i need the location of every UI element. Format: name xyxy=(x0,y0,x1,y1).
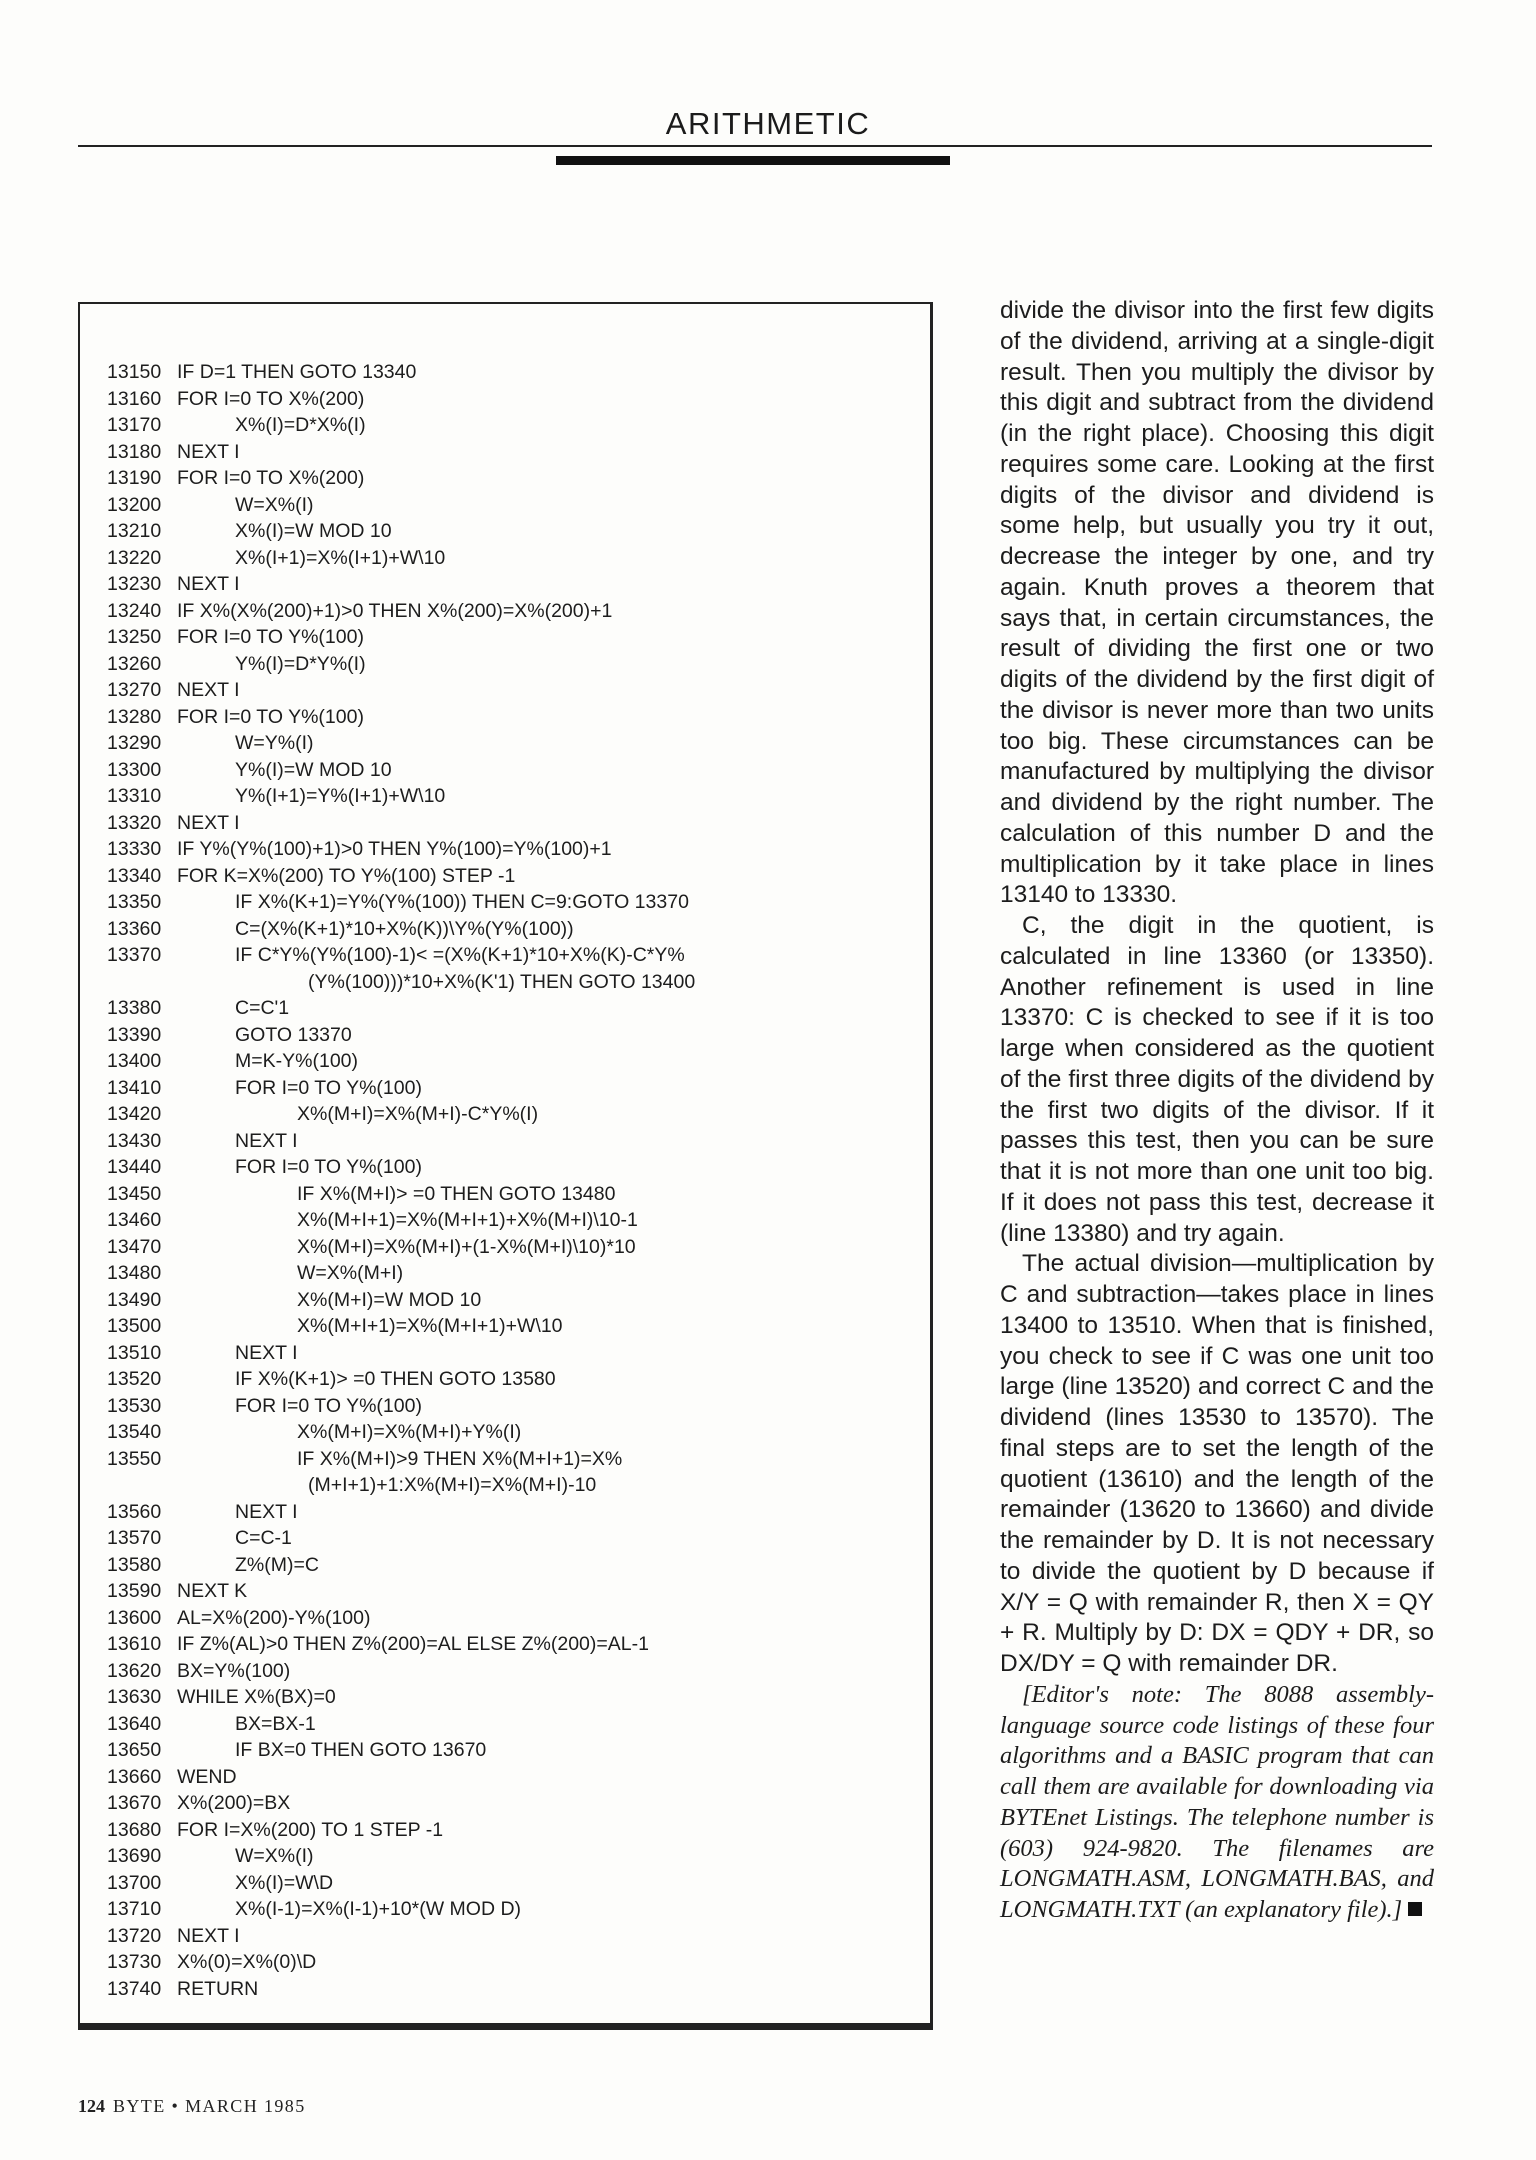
code-statement: NEXT I xyxy=(235,1129,298,1152)
code-line xyxy=(107,1817,922,1844)
code-line xyxy=(107,1870,922,1897)
line-number: 13240 xyxy=(107,599,162,622)
code-line xyxy=(107,1949,922,1976)
line-number: 13690 xyxy=(107,1845,162,1867)
code-statement: Y%(I+1)=Y%(I+1)+W\10 xyxy=(235,785,446,807)
code-statement: GOTO 13370 xyxy=(235,1023,352,1046)
code-line xyxy=(107,545,922,572)
code-line xyxy=(107,1048,922,1075)
article-column xyxy=(1000,296,1434,1926)
header-rule xyxy=(78,145,1432,147)
code-line xyxy=(107,1578,922,1605)
line-number: 13300 xyxy=(107,758,162,781)
code-line xyxy=(107,1711,922,1738)
line-number: 13740 xyxy=(107,1977,162,2000)
line-number: 13580 xyxy=(107,1553,162,1576)
code-statement: RETURN xyxy=(177,1977,259,2000)
code-line xyxy=(107,624,922,651)
code-statement: NEXT I xyxy=(177,811,240,834)
code-listing xyxy=(107,359,922,2002)
code-line xyxy=(107,1022,922,1049)
code-line xyxy=(107,1525,922,1552)
code-statement: WEND xyxy=(177,1765,237,1788)
line-number: 13450 xyxy=(107,1182,162,1205)
code-statement: IF Y%(Y%(100)+1)>0 THEN Y%(100)=Y%(100)+1 xyxy=(177,838,612,860)
code-statement: X%(M+I)=X%(M+I)-C*Y%(I) xyxy=(297,1103,539,1125)
code-statement: X%(I-1)=X%(I-1)+10*(W MOD D) xyxy=(235,1898,522,1920)
article-paragraph-2: C, the digit in the quotient, is calculated in line 13360 (or 13350). Another refinement is used in line 13370: C is checked to see if it is too large when considered as the quotient of the first three digits of the dividend by the first two digits of the divisor. If it passes this test, then you can be sure that it is not more than one unit too big. If it does not pass this test, decrease it (line 13380) and try again. xyxy=(1000,912,1434,1247)
code-line xyxy=(107,1923,922,1950)
line-number: 13250 xyxy=(107,626,162,648)
code-statement: AL=X%(200)-Y%(100) xyxy=(177,1606,371,1629)
code-line xyxy=(107,1340,922,1367)
code-line xyxy=(107,571,922,598)
code-line xyxy=(107,1499,922,1526)
line-number: 13480 xyxy=(107,1262,162,1284)
code-statement: IF BX=0 THEN GOTO 13670 xyxy=(235,1739,487,1761)
article-paragraph-1: divide the divisor into the first few digits of the dividend, arriving at a single-digit result. Then you multiply the divisor by this digit and subtract from the dividend (in the right place). Choosing this digit requires some care. Looking at the first digits of the divisor and dividend is some help, but usually you try it out, decrease the integer by one, and try again. Knuth proves a theorem that says that, in certain circumstances, the result of dividing the first one or two digits of the dividend by the first digit of the divisor is never more than two units too big. These circumstances can be manufactured by multiplying the divisor and dividend by the right number. The calculation of this number D and the multiplication by it take place in lines 13140 to 13330. xyxy=(1000,297,1434,909)
code-statement: X%(M+I)=X%(M+I)+(1-X%(M+I)\10)*10 xyxy=(297,1235,636,1258)
code-line xyxy=(107,465,922,492)
code-statement: NEXT I xyxy=(235,1500,298,1523)
header-accent-bar xyxy=(556,156,950,165)
code-line xyxy=(107,810,922,837)
line-number xyxy=(107,1472,171,1499)
line-number: 13550 xyxy=(107,1447,162,1470)
code-statement: X%(0)=X%(0)\D xyxy=(177,1951,317,1973)
code-line xyxy=(107,1128,922,1155)
code-line xyxy=(107,412,922,439)
code-line xyxy=(107,889,922,916)
code-line xyxy=(107,1446,922,1473)
code-line xyxy=(107,995,922,1022)
code-statement: FOR I=0 TO Y%(100) xyxy=(177,626,364,648)
code-statement: NEXT I xyxy=(235,1341,298,1364)
line-number: 13320 xyxy=(107,811,162,834)
code-statement: FOR I=0 TO Y%(100) xyxy=(235,1076,422,1099)
code-line xyxy=(107,1075,922,1102)
code-statement: NEXT I xyxy=(177,1924,240,1947)
code-statement: C=C-1 xyxy=(235,1527,292,1549)
line-number: 13260 xyxy=(107,652,162,675)
code-line xyxy=(107,1764,922,1791)
code-statement: X%(I+1)=X%(I+1)+W\10 xyxy=(235,546,446,569)
line-number: 13190 xyxy=(107,467,162,489)
code-line xyxy=(107,1605,922,1632)
line-number: 13360 xyxy=(107,917,162,940)
code-statement: X%(M+I)=W MOD 10 xyxy=(297,1288,482,1311)
code-statement: FOR I=0 TO X%(200) xyxy=(177,387,365,410)
code-line xyxy=(107,969,922,996)
code-line xyxy=(107,1896,922,1923)
code-line xyxy=(107,492,922,519)
line-number: 13430 xyxy=(107,1129,162,1152)
code-statement: IF Z%(AL)>0 THEN Z%(200)=AL ELSE Z%(200)=AL-1 xyxy=(177,1633,649,1655)
line-number: 13290 xyxy=(107,732,162,754)
code-statement: C=(X%(K+1)*10+X%(K))\Y%(Y%(100)) xyxy=(235,917,574,940)
code-statement: IF X%(K+1)=Y%(Y%(100)) THEN C=9:GOTO 13370 xyxy=(235,891,689,913)
editors-note-paragraph xyxy=(1000,1680,1434,1926)
page-footer xyxy=(78,2096,306,2117)
code-statement: Y%(I)=D*Y%(I) xyxy=(235,652,366,675)
code-line xyxy=(107,1287,922,1314)
code-line xyxy=(107,1366,922,1393)
code-line xyxy=(107,651,922,678)
code-line xyxy=(107,1207,922,1234)
line-number: 13230 xyxy=(107,573,162,595)
code-statement: IF X%(M+I)> =0 THEN GOTO 13480 xyxy=(297,1182,616,1205)
code-line xyxy=(107,1419,922,1446)
line-number: 13610 xyxy=(107,1633,162,1655)
line-number: 13340 xyxy=(107,864,162,887)
code-statement: X%(I)=W MOD 10 xyxy=(235,520,392,542)
code-statement: X%(I)=W\D xyxy=(235,1871,334,1894)
line-number: 13540 xyxy=(107,1421,162,1443)
code-statement: X%(M+I)=X%(M+I)+Y%(I) xyxy=(297,1421,522,1443)
code-statement: IF X%(K+1)> =0 THEN GOTO 13580 xyxy=(235,1368,556,1390)
line-number: 13730 xyxy=(107,1951,162,1973)
code-line xyxy=(107,1843,922,1870)
code-line xyxy=(107,783,922,810)
code-line xyxy=(107,439,922,466)
line-number: 13410 xyxy=(107,1076,162,1099)
line-number: 13420 xyxy=(107,1103,162,1125)
line-number: 13150 xyxy=(107,361,162,383)
line-number: 13570 xyxy=(107,1527,162,1549)
line-number: 13720 xyxy=(107,1924,162,1947)
code-statement: BX=BX-1 xyxy=(235,1712,316,1735)
code-line xyxy=(107,916,922,943)
line-number: 13440 xyxy=(107,1156,162,1178)
section-title: ARITHMETIC xyxy=(665,106,871,141)
code-line xyxy=(107,1737,922,1764)
code-statement: NEXT I xyxy=(177,679,240,701)
line-number: 13500 xyxy=(107,1315,162,1337)
line-number: 13330 xyxy=(107,838,162,860)
line-number: 13460 xyxy=(107,1209,162,1231)
code-statement: NEXT I xyxy=(177,440,240,463)
code-statement: FOR I=0 TO Y%(100) xyxy=(235,1394,422,1417)
line-number: 13390 xyxy=(107,1023,162,1046)
code-statement: (M+I+1)+1:X%(M+I)=X%(M+I)-10 xyxy=(308,1474,597,1496)
code-line xyxy=(107,1631,922,1658)
line-number: 13180 xyxy=(107,440,162,463)
code-statement: (Y%(100)))*10+X%(K'1) THEN GOTO 13400 xyxy=(308,970,696,993)
line-number xyxy=(107,969,171,996)
code-statement: Z%(M)=C xyxy=(235,1553,319,1576)
code-statement: IF D=1 THEN GOTO 13340 xyxy=(177,361,417,383)
code-line xyxy=(107,1181,922,1208)
code-statement: X%(M+I+1)=X%(M+I+1)+W\10 xyxy=(297,1315,563,1337)
line-number: 13600 xyxy=(107,1606,162,1629)
line-number: 13270 xyxy=(107,679,162,701)
code-line xyxy=(107,1684,922,1711)
line-number: 13620 xyxy=(107,1659,162,1682)
code-statement: FOR I=0 TO X%(200) xyxy=(177,467,365,489)
line-number: 13350 xyxy=(107,891,162,913)
line-number: 13630 xyxy=(107,1686,162,1708)
code-line xyxy=(107,1101,922,1128)
code-statement: FOR K=X%(200) TO Y%(100) STEP -1 xyxy=(177,864,516,887)
line-number: 13710 xyxy=(107,1898,162,1920)
code-statement: FOR I=X%(200) TO 1 STEP -1 xyxy=(177,1818,444,1841)
line-number: 13280 xyxy=(107,705,162,728)
line-number: 13380 xyxy=(107,997,162,1019)
code-statement: M=K-Y%(100) xyxy=(235,1050,358,1072)
code-line xyxy=(107,730,922,757)
code-statement: FOR I=0 TO Y%(100) xyxy=(177,705,364,728)
code-line xyxy=(107,1393,922,1420)
line-number: 13370 xyxy=(107,944,162,966)
code-line xyxy=(107,757,922,784)
line-number: 13700 xyxy=(107,1871,162,1894)
line-number: 13590 xyxy=(107,1580,162,1602)
code-line xyxy=(107,1976,922,2003)
line-number: 13530 xyxy=(107,1394,162,1417)
code-statement: X%(M+I+1)=X%(M+I+1)+X%(M+I)\10-1 xyxy=(297,1209,638,1231)
line-number: 13490 xyxy=(107,1288,162,1311)
code-statement: X%(I)=D*X%(I) xyxy=(235,414,366,436)
code-line xyxy=(107,863,922,890)
line-number: 13160 xyxy=(107,387,162,410)
line-number: 13200 xyxy=(107,493,162,516)
line-number: 13670 xyxy=(107,1792,162,1814)
code-line xyxy=(107,704,922,731)
line-number: 13220 xyxy=(107,546,162,569)
code-statement: FOR I=0 TO Y%(100) xyxy=(235,1156,422,1178)
end-of-article-mark xyxy=(1408,1902,1422,1916)
code-line xyxy=(107,1472,922,1499)
code-line xyxy=(107,1260,922,1287)
code-line xyxy=(107,836,922,863)
code-statement: BX=Y%(100) xyxy=(177,1659,291,1682)
line-number: 13310 xyxy=(107,785,162,807)
publication-line: BYTE • MARCH 1985 xyxy=(113,2096,306,2116)
line-number: 13170 xyxy=(107,414,162,436)
code-line xyxy=(107,359,922,386)
code-statement: W=Y%(I) xyxy=(235,732,314,754)
code-statement: Y%(I)=W MOD 10 xyxy=(235,758,392,781)
line-number: 13650 xyxy=(107,1739,162,1761)
code-statement: W=X%(M+I) xyxy=(297,1262,404,1284)
code-statement: WHILE X%(BX)=0 xyxy=(177,1686,336,1708)
article-paragraph-3: The actual division—multiplication by C and subtraction—takes place in lines 13400 to 13510. When that is finished, you check to see if C was one unit too large (line 13520) and correct C and the dividend (lines 13530 to 13570). The final steps are to set the length of the quotient (13610) and the length of the remainder (13620 to 13660) and divide the remainder by D. It is not necessary to divide the quotient by D because if X/Y = Q with remainder R, then X = QY + R. Multiply by D: DX = QDY + DR, so DX/DY = Q with remainder DR. xyxy=(1000,1250,1434,1677)
code-line xyxy=(107,1154,922,1181)
editors-note: [Editor's note: The 8088 assembly-language source code listings of these four algorithms and a BASIC program that can call them are available for downloading via BYTEnet Listings. The telephone number is (603) 924-9820. The filenames are LONGMATH.ASM, LONGMATH.BAS, and LONGMATH.TXT (an explanatory file).] xyxy=(1000,1680,1434,1923)
code-line xyxy=(107,942,922,969)
code-statement: W=X%(I) xyxy=(235,1845,314,1867)
line-number: 13510 xyxy=(107,1341,162,1364)
line-number: 13680 xyxy=(107,1818,162,1841)
line-number: 13470 xyxy=(107,1235,162,1258)
line-number: 13640 xyxy=(107,1712,162,1735)
line-number: 13560 xyxy=(107,1500,162,1523)
line-number: 13660 xyxy=(107,1765,162,1788)
line-number: 13400 xyxy=(107,1050,162,1072)
code-statement: IF X%(X%(200)+1)>0 THEN X%(200)=X%(200)+1 xyxy=(177,599,613,622)
line-number: 13210 xyxy=(107,520,162,542)
code-statement: IF X%(M+I)>9 THEN X%(M+I+1)=X% xyxy=(297,1447,623,1470)
code-line xyxy=(107,598,922,625)
code-statement: IF C*Y%(Y%(100)-1)< =(X%(K+1)*10+X%(K)-C*Y% xyxy=(235,944,685,966)
code-line xyxy=(107,1313,922,1340)
code-statement: X%(200)=BX xyxy=(177,1792,291,1814)
code-statement: NEXT K xyxy=(177,1580,248,1602)
line-number: 13520 xyxy=(107,1368,162,1390)
code-line xyxy=(107,1234,922,1261)
code-statement: C=C'1 xyxy=(235,997,290,1019)
code-line xyxy=(107,1790,922,1817)
code-line xyxy=(107,386,922,413)
code-statement: W=X%(I) xyxy=(235,493,314,516)
code-line xyxy=(107,1552,922,1579)
code-statement: NEXT I xyxy=(177,573,240,595)
code-line xyxy=(107,518,922,545)
page-number: 124 xyxy=(78,2096,105,2116)
code-line xyxy=(107,1658,922,1685)
code-line xyxy=(107,677,922,704)
